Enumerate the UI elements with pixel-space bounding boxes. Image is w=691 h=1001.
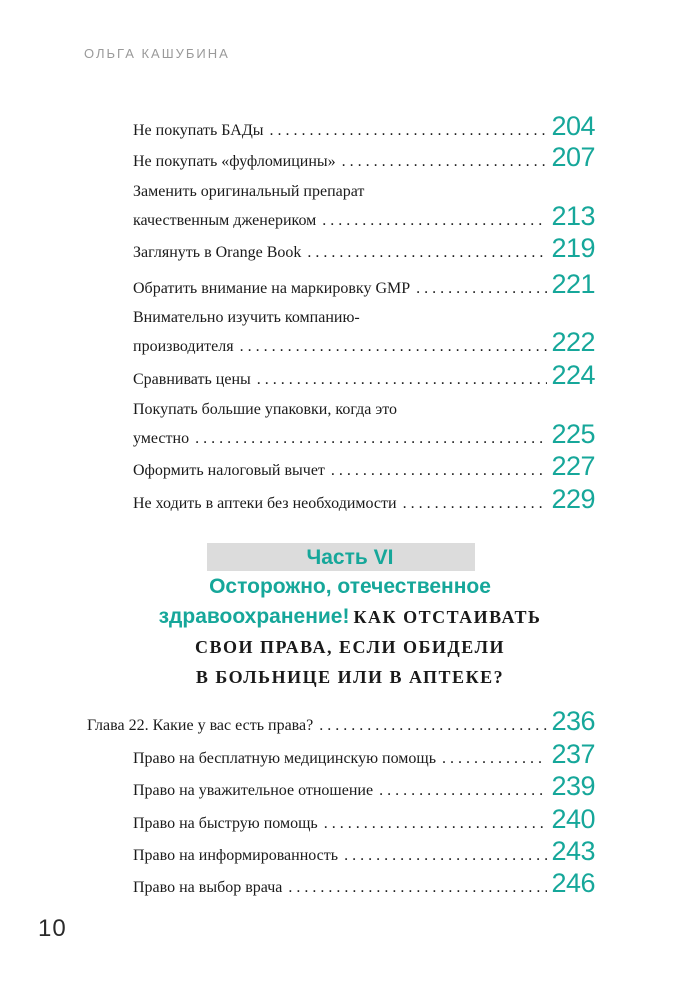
dot-leader: [240, 336, 548, 358]
toc-label: Не покупать БАДы: [133, 122, 264, 139]
toc-page-number: 213: [551, 201, 595, 231]
part-title-line2: [80, 602, 620, 634]
dot-leader: [342, 151, 548, 173]
toc-page-number: 229: [551, 484, 595, 514]
toc-line: [133, 269, 595, 300]
toc-label: Право на уважительное отношение: [133, 782, 374, 799]
dot-leader: [257, 369, 548, 391]
toc-line: [133, 360, 595, 391]
dot-leader: [442, 748, 547, 770]
part-title-caps: СВОИ ПРАВА, ЕСЛИ ОБИДЕЛИ: [194, 637, 505, 657]
toc-line: [133, 484, 595, 515]
toc-label-line1: Покупать большие упаковки, когда это: [133, 401, 397, 418]
part-title-caps: КАК ОТСТАИВАТЬ: [353, 607, 542, 627]
toc-page-number: 219: [551, 233, 595, 263]
dot-leader: [403, 493, 548, 515]
toc-label: Сравнивать цены: [133, 371, 251, 388]
dot-leader: [344, 845, 547, 867]
dot-leader: [195, 428, 547, 450]
dot-leader: [331, 460, 548, 482]
toc-label: производителя: [133, 338, 234, 355]
toc-page-number: 246: [551, 868, 595, 898]
toc-page-number: 224: [551, 360, 595, 390]
toc-page-number: 240: [551, 804, 595, 834]
toc-page-number: 207: [551, 142, 595, 172]
toc-label: уместно: [133, 430, 190, 447]
toc-label-line1: Заменить оригинальный препарат: [133, 183, 365, 200]
toc-page-number: 227: [551, 451, 595, 481]
part-title-caps: В БОЛЬНИЦЕ ИЛИ В АПТЕКЕ?: [195, 667, 505, 687]
toc-page-number: 221: [551, 269, 595, 299]
toc-line: [133, 233, 595, 264]
dot-leader: [322, 210, 547, 232]
toc-page-number: 204: [551, 111, 595, 141]
part-title-line3: [80, 632, 620, 664]
toc-line: [133, 327, 595, 358]
toc-label: Не покупать «фуфломицины»: [133, 153, 336, 170]
dot-leader: [379, 780, 547, 802]
toc-page-number: 239: [551, 771, 595, 801]
toc-page-number: 243: [551, 836, 595, 866]
dot-leader: [270, 120, 548, 142]
toc-line: [133, 201, 595, 232]
part-title-line4: [80, 662, 620, 694]
toc-line: [133, 836, 595, 867]
toc-line: [133, 142, 595, 173]
toc-page-number: 237: [551, 739, 595, 769]
part-label: Часть VI: [306, 546, 394, 569]
dot-leader: [307, 242, 547, 264]
dot-leader: [319, 715, 547, 737]
toc-line: [133, 739, 595, 770]
dot-leader: [416, 278, 547, 300]
toc-label: качественным дженериком: [133, 212, 317, 229]
toc-chapter-label: Глава 22. Какие у вас есть права?: [87, 717, 314, 734]
toc-label: Не ходить в аптеки без необходимости: [133, 495, 397, 512]
page-number: 10: [38, 915, 67, 942]
toc-label: Право на быструю помощь: [133, 815, 318, 832]
part-title-teal: Осторожно, отечественное: [209, 575, 491, 598]
toc-label: Право на выбор врача: [133, 879, 283, 896]
toc-line: [133, 451, 595, 482]
toc-label: Право на бесплатную медицинскую помощь: [133, 750, 437, 767]
toc-label-line1: Внимательно изучить компанию-: [133, 309, 360, 326]
part-title-teal: здравоохранение!: [158, 605, 350, 628]
toc-page-number: 225: [551, 419, 595, 449]
toc-line: [133, 771, 595, 802]
toc-label: Право на информированность: [133, 847, 339, 864]
toc-line: [133, 419, 595, 450]
toc-page-number: 236: [551, 706, 595, 736]
toc-page-number: 222: [551, 327, 595, 357]
dot-leader: [288, 877, 547, 899]
running-head: ОЛЬГА КАШУБИНА: [84, 46, 230, 61]
toc-line: [133, 804, 595, 835]
toc-label: Оформить налоговый вычет: [133, 462, 325, 479]
dot-leader: [324, 813, 548, 835]
toc-line: [87, 706, 595, 737]
toc-line: [133, 111, 595, 142]
toc-line: [133, 868, 595, 899]
toc-label: Обратить внимание на маркировку GMP: [133, 280, 411, 297]
toc-label: Заглянуть в Orange Book: [133, 244, 302, 261]
part-title-line1: [80, 572, 620, 604]
